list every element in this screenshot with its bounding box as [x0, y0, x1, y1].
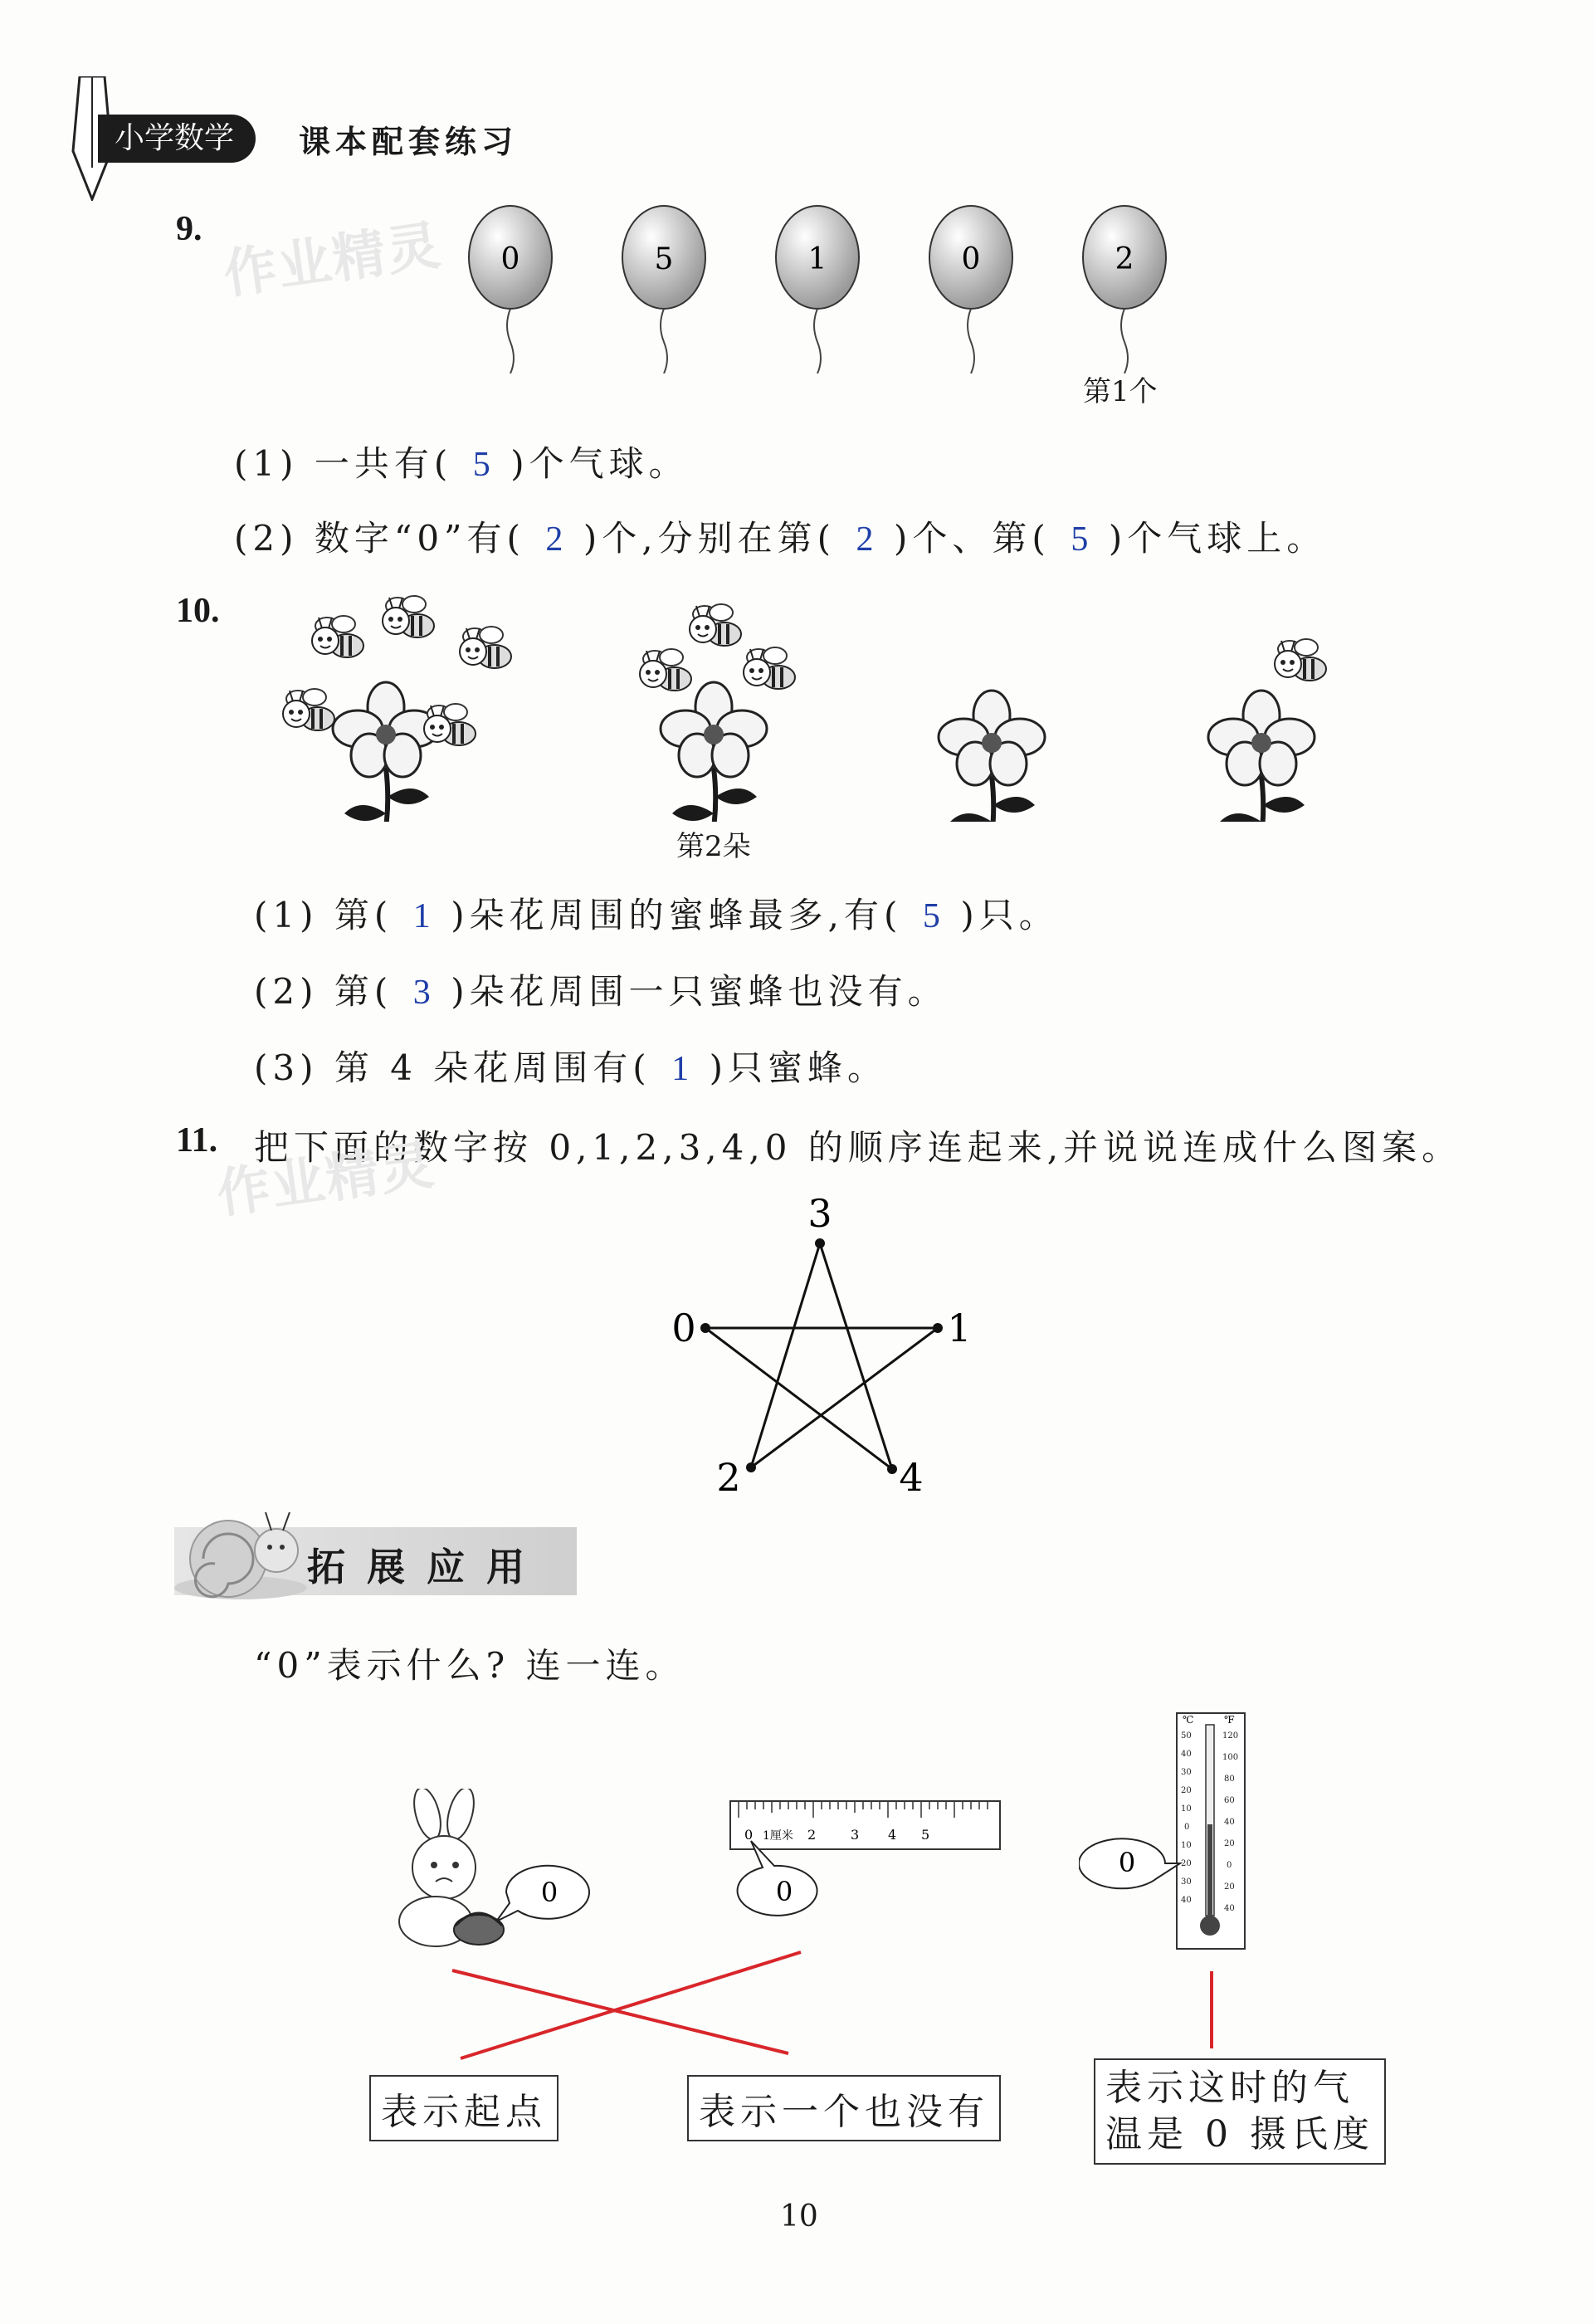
thermo-c-tick: 10 — [1181, 1841, 1192, 1850]
section-title: 拓展应用 — [307, 1545, 546, 1589]
match-line-2 — [461, 1952, 801, 2058]
balloon-5 — [1083, 206, 1166, 374]
box-none: 表示一个也没有 — [687, 2075, 1001, 2141]
balloons-figure — [448, 199, 1195, 374]
flower-group-1 — [283, 596, 511, 822]
thermo-c-tick: 30 — [1181, 1877, 1192, 1887]
ruler-label-5: 5 — [921, 1827, 930, 1843]
q9-answer-1: 5 — [472, 446, 490, 484]
q9-line-2: (2) 数字“0”有( 2 )个,分别在第( 2 )个、第( 5 )个气球上。 — [234, 518, 1327, 559]
box-zero-degrees-line2: 温是 0 摄氏度 — [1105, 2113, 1374, 2156]
ruler-label-4: 4 — [888, 1827, 897, 1843]
balloon-2-digit: 5 — [654, 242, 674, 276]
thermo-f-tick: 100 — [1222, 1753, 1239, 1762]
box-zero-degrees — [1094, 2058, 1386, 2165]
thermo-f-tick: 60 — [1224, 1796, 1235, 1805]
second-flower-label: 第2朵 — [676, 830, 751, 863]
thermo-c-tick: 20 — [1181, 1786, 1192, 1795]
q10-line-1: (1) 第( 1 )朵花周围的蜜蜂最多,有( 5 )只。 — [254, 895, 1059, 935]
star-figure — [664, 1187, 996, 1502]
ruler-label-3: 3 — [851, 1827, 860, 1843]
ruler-label-0: 0 — [744, 1827, 754, 1843]
point-0: 0 — [671, 1306, 696, 1350]
thermo-c-tick: 40 — [1181, 1896, 1192, 1905]
ruler-unit: 1厘米 — [763, 1829, 793, 1843]
thermo-c-tick: 10 — [1181, 1804, 1192, 1814]
balloon-4-digit: 0 — [961, 242, 981, 276]
q11-prompt: 把下面的数字按 0,1,2,3,4,0 的顺序连起来,并说说连成什么图案。 — [254, 1127, 1462, 1168]
thermo-c-tick: 50 — [1181, 1731, 1192, 1741]
bee — [690, 604, 741, 646]
balloon-3 — [776, 206, 859, 374]
question-10-number: 10. — [176, 592, 220, 630]
thermo-f-tick: 20 — [1224, 1882, 1235, 1892]
bee — [460, 627, 511, 668]
q10-answer-1: 1 — [412, 897, 431, 935]
thermo-c-tick: 0 — [1184, 1823, 1190, 1832]
page-number: 10 — [780, 2200, 818, 2234]
point-3: 3 — [807, 1191, 832, 1236]
thermo-f-tick: 120 — [1222, 1731, 1239, 1741]
bee — [1275, 639, 1326, 681]
balloon-2 — [622, 206, 705, 374]
speech-bubble-thermometer — [1079, 1830, 1187, 1897]
watermark-2: 作业精灵 — [212, 1134, 439, 1226]
thermo-f-tick: 40 — [1224, 1904, 1235, 1913]
point-4: 4 — [899, 1455, 924, 1500]
thermo-f-unit: ℉ — [1224, 1714, 1235, 1726]
speech-bubble-ruler — [726, 1834, 834, 1926]
balloon-4 — [929, 206, 1012, 374]
q10-answer-2: 5 — [922, 897, 940, 935]
point-1: 1 — [947, 1306, 972, 1350]
thermo-f-tick: 40 — [1224, 1818, 1235, 1827]
q9-answer-3: 2 — [856, 520, 874, 559]
thermo-c-tick: 30 — [1181, 1768, 1192, 1777]
thermo-c-tick: 40 — [1181, 1750, 1192, 1759]
bee — [640, 649, 691, 691]
balloon-5-digit: 2 — [1115, 242, 1134, 276]
book-subtitle: 课本配套练习 — [299, 124, 519, 160]
thermo-c-tick: 20 — [1181, 1859, 1192, 1868]
flowers-bees-figure — [266, 581, 1361, 822]
thermo-f-tick: 20 — [1224, 1839, 1235, 1848]
flower-group-4 — [1208, 639, 1326, 822]
balloon-1-digit: 0 — [500, 242, 520, 276]
q9-answer-4: 5 — [1071, 520, 1089, 559]
bubble-digit-thermometer: 0 — [1118, 1847, 1136, 1878]
flower-group-3 — [939, 691, 1045, 822]
bee — [424, 704, 476, 745]
thermo-f-tick: 80 — [1224, 1775, 1235, 1784]
box-start-point: 表示起点 — [369, 2075, 558, 2141]
point-2: 2 — [716, 1455, 741, 1500]
balloon-1 — [469, 206, 552, 374]
speech-bubble-rabbit — [490, 1855, 602, 1930]
question-11-number: 11. — [176, 1121, 218, 1160]
bee — [312, 616, 363, 657]
book-series-label: 小学数学 — [98, 115, 256, 163]
flower-group-2 — [640, 604, 795, 822]
box-zero-degrees-line1: 表示这时的气 — [1105, 2067, 1354, 2109]
bee — [744, 647, 795, 689]
bee — [283, 689, 334, 730]
q10-answer-4: 1 — [671, 1050, 690, 1088]
snail-icon — [170, 1501, 311, 1609]
q10-answer-3: 3 — [412, 974, 431, 1012]
question-9-number: 9. — [176, 210, 202, 248]
match-line-1 — [452, 1970, 788, 2053]
thermo-c-unit: ℃ — [1183, 1714, 1194, 1726]
star-lines — [705, 1243, 938, 1469]
ruler-label-2: 2 — [807, 1827, 817, 1843]
q10-line-3: (3) 第 4 朵花周围有( 1 )只蜜蜂。 — [254, 1047, 888, 1088]
q9-answer-2: 2 — [545, 520, 563, 559]
bee — [383, 596, 434, 637]
bubble-digit-ruler: 0 — [775, 1876, 793, 1907]
thermo-f-tick: 0 — [1227, 1861, 1232, 1870]
q10-line-2: (2) 第( 3 )朵花周围一只蜜蜂也没有。 — [254, 971, 948, 1012]
section-prompt: “0”表示什么? 连一连。 — [254, 1645, 685, 1686]
first-balloon-label: 第1个 — [1083, 375, 1158, 408]
q9-line-1: (1) 一共有( 5 )个气球。 — [234, 443, 689, 484]
balloon-3-digit: 1 — [807, 242, 827, 276]
watermark: 作业精灵 — [219, 214, 446, 306]
bubble-digit-rabbit: 0 — [540, 1877, 558, 1908]
